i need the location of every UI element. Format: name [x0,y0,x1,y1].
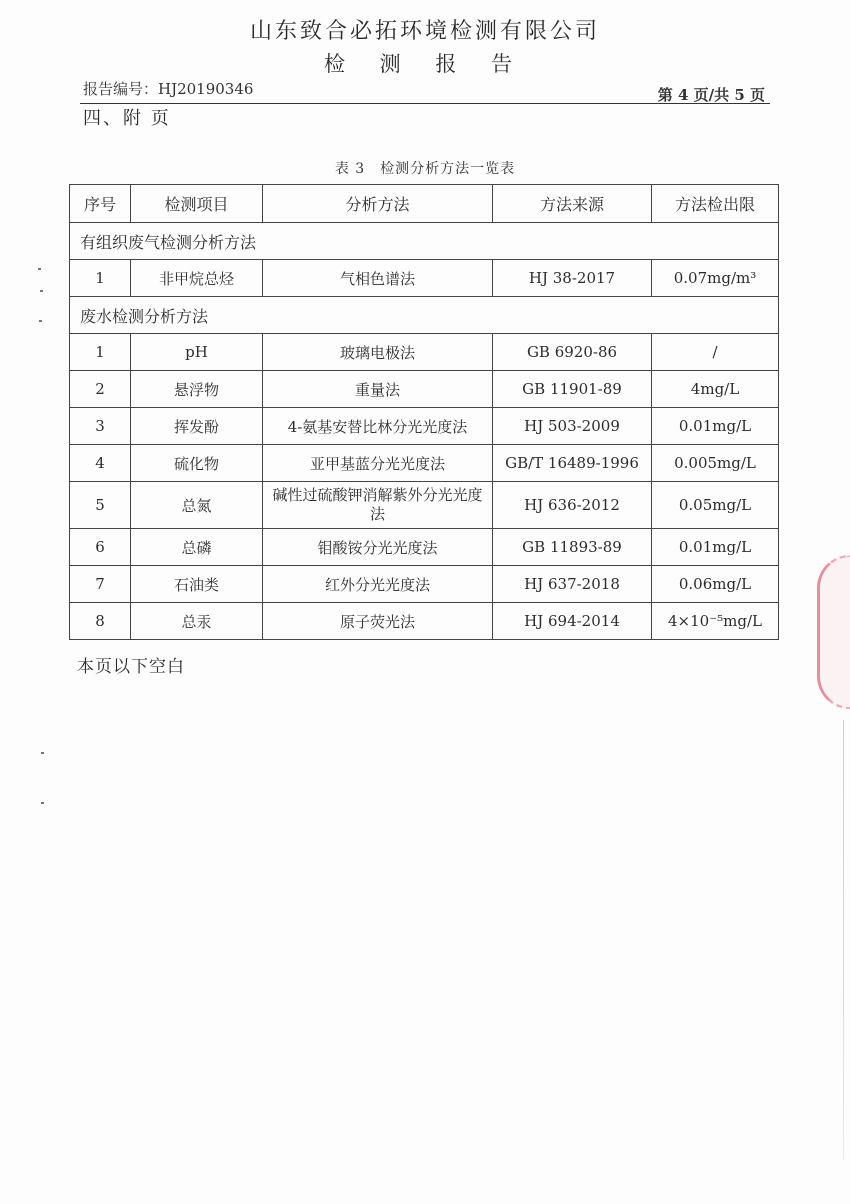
cell-method: 重量法 [263,371,493,408]
report-title: 检 测 报 告 [323,52,527,76]
cell-method-text: 碱性过硫酸钾消解紫外分光光度法 [272,486,483,523]
cell-method: 亚甲基蓝分光光度法 [263,445,493,482]
col-header-method: 分析方法 [263,185,493,223]
header-divider [80,103,770,104]
cell-item: 非甲烷总烃 [131,260,263,297]
cell-item: 总磷 [131,529,263,566]
group-title-waste-gas: 有组织废气检测分析方法 [70,223,779,260]
scan-speck [40,290,43,292]
table-row [70,260,779,297]
cell-limit: 4mg/L [652,371,779,408]
table-row [70,334,779,371]
table-row [70,529,779,566]
blank-below-note: 本页以下空白 [77,657,185,677]
group-title-waste-water: 废水检测分析方法 [70,297,779,334]
cell-no: 4 [70,445,131,482]
cell-source: HJ 38-2017 [493,260,652,297]
cell-item: 硫化物 [131,445,263,482]
cell-no: 1 [70,334,131,371]
cell-source: GB/T 16489-1996 [493,445,652,482]
table-caption: 表 3 检测分析方法一览表 [334,161,516,177]
cell-no: 5 [70,482,131,529]
table-header-row [70,185,779,223]
col-header-limit: 方法检出限 [652,185,779,223]
cell-source: HJ 637-2018 [493,566,652,603]
cell-no: 1 [70,260,131,297]
cell-method: 4-氨基安替比林分光光度法 [263,408,493,445]
cell-method: 气相色谱法 [263,260,493,297]
cell-limit: 0.06mg/L [652,566,779,603]
cell-limit: 0.01mg/L [652,408,779,445]
cell-method [263,482,493,529]
scan-speck [41,752,44,754]
col-header-no: 序号 [70,185,131,223]
scan-speck [38,268,41,270]
cell-no: 8 [70,603,131,640]
cell-method: 红外分光光度法 [263,566,493,603]
seal-stamp-edge [817,555,850,709]
cell-limit: 0.05mg/L [652,482,779,529]
table-row [70,408,779,445]
cell-no: 2 [70,371,131,408]
cell-item: pH [131,334,263,371]
cell-source: GB 11893-89 [493,529,652,566]
table-row [70,371,779,408]
page-number: 第 4 页/共 5 页 [657,86,765,104]
cell-limit: 0.005mg/L [652,445,779,482]
cell-item: 总汞 [131,603,263,640]
cell-item: 悬浮物 [131,371,263,408]
group-header-row [70,223,779,260]
report-number: 报告编号：HJ20190346 [83,80,254,98]
cell-item: 石油类 [131,566,263,603]
section-title: 四、附 页 [83,108,171,129]
cell-source: HJ 503-2009 [493,408,652,445]
col-header-source: 方法来源 [493,185,652,223]
cell-limit: 4×10⁻⁵mg/L [652,603,779,640]
cell-limit: / [652,334,779,371]
cell-source: HJ 694-2014 [493,603,652,640]
table-row [70,603,779,640]
cell-source: HJ 636-2012 [493,482,652,529]
col-header-item: 检测项目 [131,185,263,223]
methods-table [69,184,779,640]
cell-no: 7 [70,566,131,603]
cell-method: 玻璃电极法 [263,334,493,371]
cell-limit: 0.07mg/m³ [652,260,779,297]
cell-method: 原子荧光法 [263,603,493,640]
cell-source: GB 11901-89 [493,371,652,408]
company-name: 山东致合必拓环境检测有限公司 [249,19,600,44]
cell-method: 钼酸铵分光光度法 [263,529,493,566]
cell-no: 3 [70,408,131,445]
cell-no: 6 [70,529,131,566]
table-row [70,566,779,603]
group-header-row [70,297,779,334]
scan-page-edge [843,720,844,1160]
cell-source: GB 6920-86 [493,334,652,371]
table-row [70,445,779,482]
scan-speck [39,320,42,322]
table-row [70,482,779,529]
cell-item: 总氮 [131,482,263,529]
cell-item: 挥发酚 [131,408,263,445]
cell-limit: 0.01mg/L [652,529,779,566]
scan-speck [41,802,44,804]
